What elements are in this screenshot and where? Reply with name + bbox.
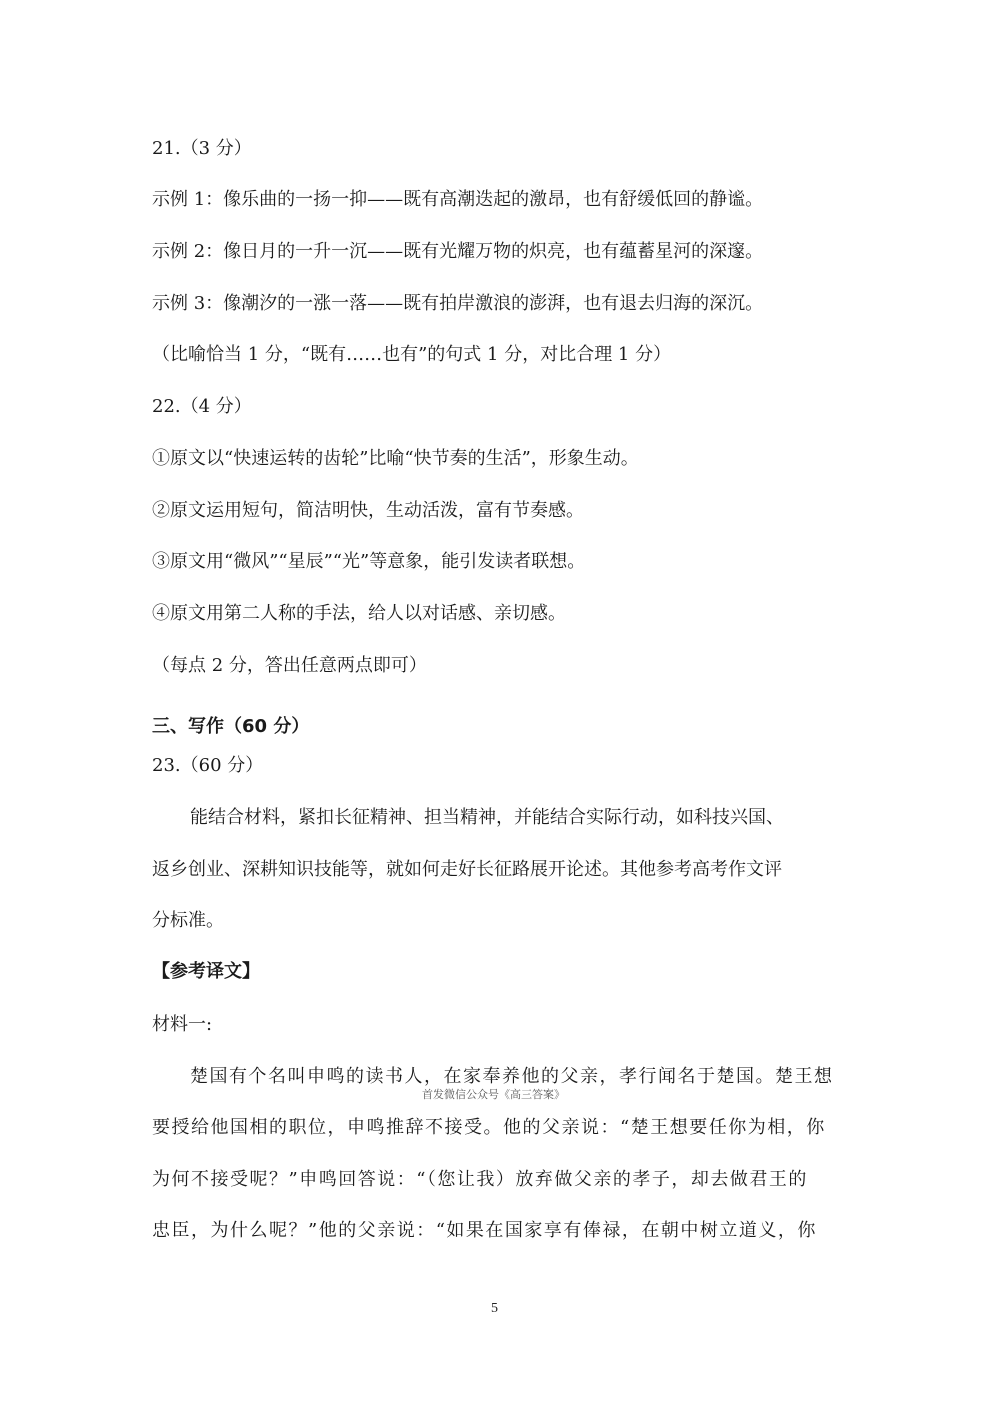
page-number: 5 <box>491 1301 498 1316</box>
q21-example-2: 示例 2：像日月的一升一沉——既有光耀万物的炽亮，也有蕴蓄星河的深邃。 <box>152 241 764 262</box>
q21-scoring-note: （比喻恰当 1 分，“既有……也有”的句式 1 分，对比合理 1 分） <box>152 344 672 365</box>
q23-text-line-2: 返乡创业、深耕知识技能等，就如何走好长征路展开论述。其他参考高考作文评 <box>152 859 782 880</box>
translation-line-4: 忠臣，为什么呢？”他的父亲说：“如果在国家享有俸禄，在朝中树立道义，你 <box>152 1220 817 1241</box>
q22-scoring-note: （每点 2 分，答出任意两点即可） <box>152 655 427 676</box>
q22-heading: 22.（4 分） <box>152 396 252 417</box>
q23-heading: 23.（60 分） <box>152 755 264 776</box>
q23-text-line-1: 能结合材料，紧扣长征精神、担当精神，并能结合实际行动，如科技兴国、 <box>190 807 784 828</box>
translation-line-3: 为何不接受呢？”申鸣回答说：“（您让我）放弃做父亲的孝子，却去做君王的 <box>152 1169 808 1190</box>
translation-line-1: 楚国有个名叫申鸣的读书人，在家奉养他的父亲，孝行闻名于楚国。楚王想 <box>190 1066 834 1087</box>
translation-title: 【参考译文】 <box>152 961 260 982</box>
q21-example-1: 示例 1：像乐曲的一扬一抑——既有高潮迭起的激昂，也有舒缓低回的静谧。 <box>152 189 764 210</box>
q23-text-line-3: 分标准。 <box>152 910 224 931</box>
q22-point-1: ①原文以“快速运转的齿轮”比喻“快节奏的生活”，形象生动。 <box>152 448 639 469</box>
q22-point-3: ③原文用“微风”“星辰”“光”等意象，能引发读者联想。 <box>152 551 586 572</box>
watermark-text: 首发微信公众号《高三答案》 <box>422 1088 565 1101</box>
q21-heading: 21.（3 分） <box>152 138 252 159</box>
section-3-title: 三、写作（60 分） <box>152 716 310 737</box>
q22-point-4: ④原文用第二人称的手法，给人以对话感、亲切感。 <box>152 603 566 624</box>
material-one-label: 材料一: <box>152 1014 213 1035</box>
translation-line-2: 要授给他国相的职位，申鸣推辞不接受。他的父亲说：“楚王想要任你为相，你 <box>152 1117 826 1138</box>
q21-example-3: 示例 3：像潮汐的一涨一落——既有拍岸激浪的澎湃，也有退去归海的深沉。 <box>152 293 764 314</box>
q22-point-2: ②原文运用短句，简洁明快，生动活泼，富有节奏感。 <box>152 500 584 521</box>
